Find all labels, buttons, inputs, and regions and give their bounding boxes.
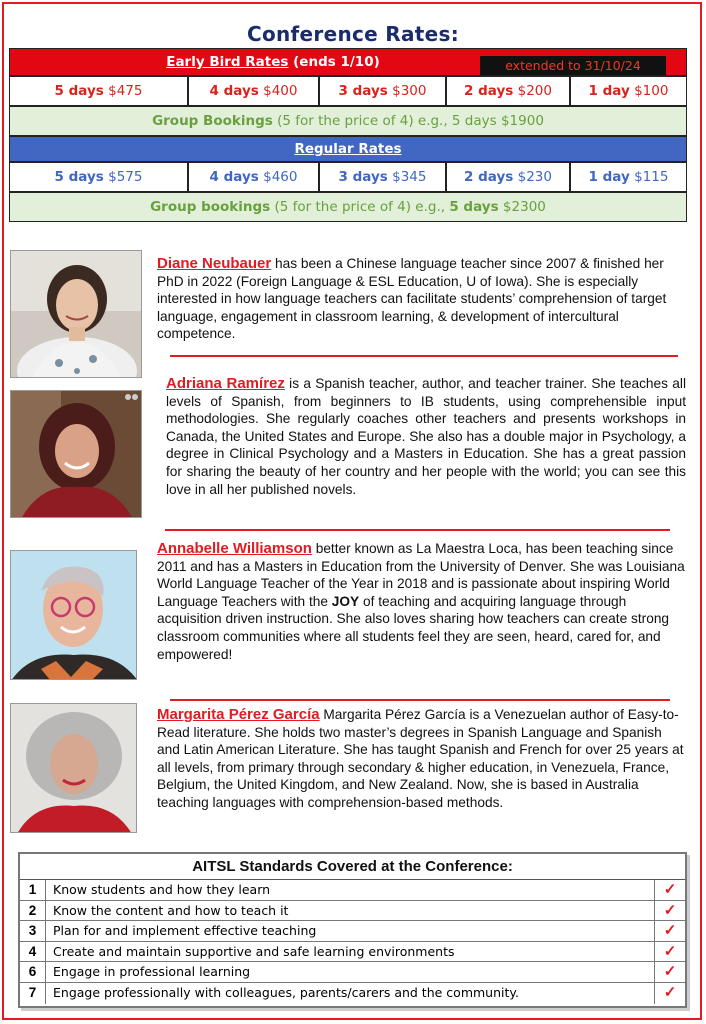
presenter-bio-diane: Diane Neubauer has been a Chinese language teacher since 2007 & finished her PhD in 2022 (Foreign Language & ESL Education, U of Iowa). She is especially interested in how language teachers can facilitate students’ comprehension of target language, engagement in classroom learning, & development of intercultural competence. [157, 255, 667, 342]
presenter-bio-annabelle: Annabelle Williamson better known as La Maestra Loca, has been teaching since 2011 and has a Masters in Education from the University of Denver. She was Louisiana World Language Teacher of the Year in 2018 and is passionate about inspiring World Language Teachers with the JOY of teaching and acquiring language through acquisition driven instruction. She also loves sharing how teachers can create strong classroom communities where all students feel they are seen, heard, cared for, and empowered! [157, 540, 685, 662]
presenter-photo-margarita [10, 703, 137, 833]
regular-header: Regular Rates [9, 136, 687, 162]
portrait-image [11, 551, 137, 680]
early-price-cell: 1 day $100 [570, 76, 687, 106]
presenter-photo-adriana [10, 390, 142, 518]
standard-number: 1 [20, 880, 46, 900]
regular-header-row [9, 136, 687, 162]
regular-price-cell: 4 days $460 [188, 162, 319, 192]
standard-text: Engage professionally with colleagues, parents/carers and the community. [46, 983, 655, 1004]
portrait-image [11, 251, 142, 378]
regular-group-row [9, 192, 687, 222]
divider [165, 529, 670, 531]
presenter-bio-adriana: Adriana Ramírez is a Spanish teacher, author, and teacher trainer. She teaches all levels of Spanish, from beginners to IB students, using comprehensible input methodologies. She regularly coaches other teachers and presents workshops in Canada, the United States and Europe. She also has a double major in Psychology, a degree in Clinical Psychology and a Masters in Education. She has a great passion for sharing the beauty of her country and her people with the world; you can see this love in all her published novels. [166, 375, 686, 497]
aitsl-row [20, 983, 685, 1004]
checkmark-icon: ✓ [663, 963, 677, 981]
standard-number: 3 [20, 921, 46, 941]
early-price-cell: 2 days $200 [446, 76, 570, 106]
standard-text: Engage in professional learning [46, 962, 655, 982]
presenter-bio-margarita: Margarita Pérez García Margarita Pérez García is a Venezuelan author of Easy-to-Read literature. She holds two master’s degrees in Spanish Language and Spanish and Latin American Literature. She has taught Spanish and French for over 25 years at all levels, from primary through secondary & higher education, in Venezuela, France, Belgium, the United Kingdom, and New Zealand. Now, she is based in Australia teaching languages with comprehension-based methods. [157, 706, 684, 810]
checkmark-icon: ✓ [663, 942, 677, 960]
regular-price-cell: 1 day $115 [570, 162, 687, 192]
checkmark-icon: ✓ [663, 901, 677, 919]
regular-prices-row [9, 162, 687, 192]
page-title: Conference Rates: [247, 22, 459, 46]
presenter-name: Margarita Pérez García [157, 706, 320, 723]
standard-number: 2 [20, 901, 46, 921]
aitsl-standards-table [18, 852, 687, 1008]
extended-badge: extended to 31/10/24 [480, 56, 666, 75]
presenter-name: Annabelle Williamson [157, 540, 312, 557]
early-bird-label: Early Bird Rates [166, 54, 289, 70]
presenter-name: Adriana Ramírez [166, 375, 285, 392]
early-bird-prices-row [9, 76, 687, 106]
divider [170, 699, 670, 701]
portrait-image [11, 391, 142, 518]
early-group-cell: Group Bookings (5 for the price of 4) e.g., 5 days $1900 [9, 106, 687, 136]
standard-text: Create and maintain supportive and safe learning environments [46, 942, 655, 962]
regular-price-cell: 3 days $345 [319, 162, 446, 192]
aitsl-row [20, 921, 685, 942]
checkmark-icon: ✓ [663, 983, 677, 1001]
early-price-cell: 4 days $400 [188, 76, 319, 106]
early-group-row [9, 106, 687, 136]
aitsl-row [20, 880, 685, 901]
early-price-cell: 5 days $475 [9, 76, 188, 106]
portrait-image [11, 704, 137, 833]
divider [170, 355, 678, 357]
early-bird-ends: (ends 1/10) [288, 54, 380, 70]
presenter-photo-diane [10, 250, 142, 378]
presenter-photo-annabelle [10, 550, 137, 680]
checkmark-icon: ✓ [663, 881, 677, 898]
standard-number: 7 [20, 983, 46, 1004]
standard-text: Know students and how they learn [46, 880, 655, 900]
aitsl-row [20, 901, 685, 922]
aitsl-row [20, 962, 685, 983]
early-price-cell: 3 days $300 [319, 76, 446, 106]
standard-number: 4 [20, 942, 46, 962]
standard-text: Know the content and how to teach it [46, 901, 655, 921]
standard-text: Plan for and implement effective teaching [46, 921, 655, 941]
aitsl-heading: AITSL Standards Covered at the Conference: [20, 854, 685, 880]
regular-group-cell: Group bookings (5 for the price of 4) e.g., 5 days $2300 [9, 192, 687, 222]
presenter-name: Diane Neubauer [157, 255, 272, 272]
aitsl-row [20, 942, 685, 963]
standard-number: 6 [20, 962, 46, 982]
checkmark-icon: ✓ [663, 922, 677, 940]
regular-price-cell: 5 days $575 [9, 162, 188, 192]
regular-price-cell: 2 days $230 [446, 162, 570, 192]
